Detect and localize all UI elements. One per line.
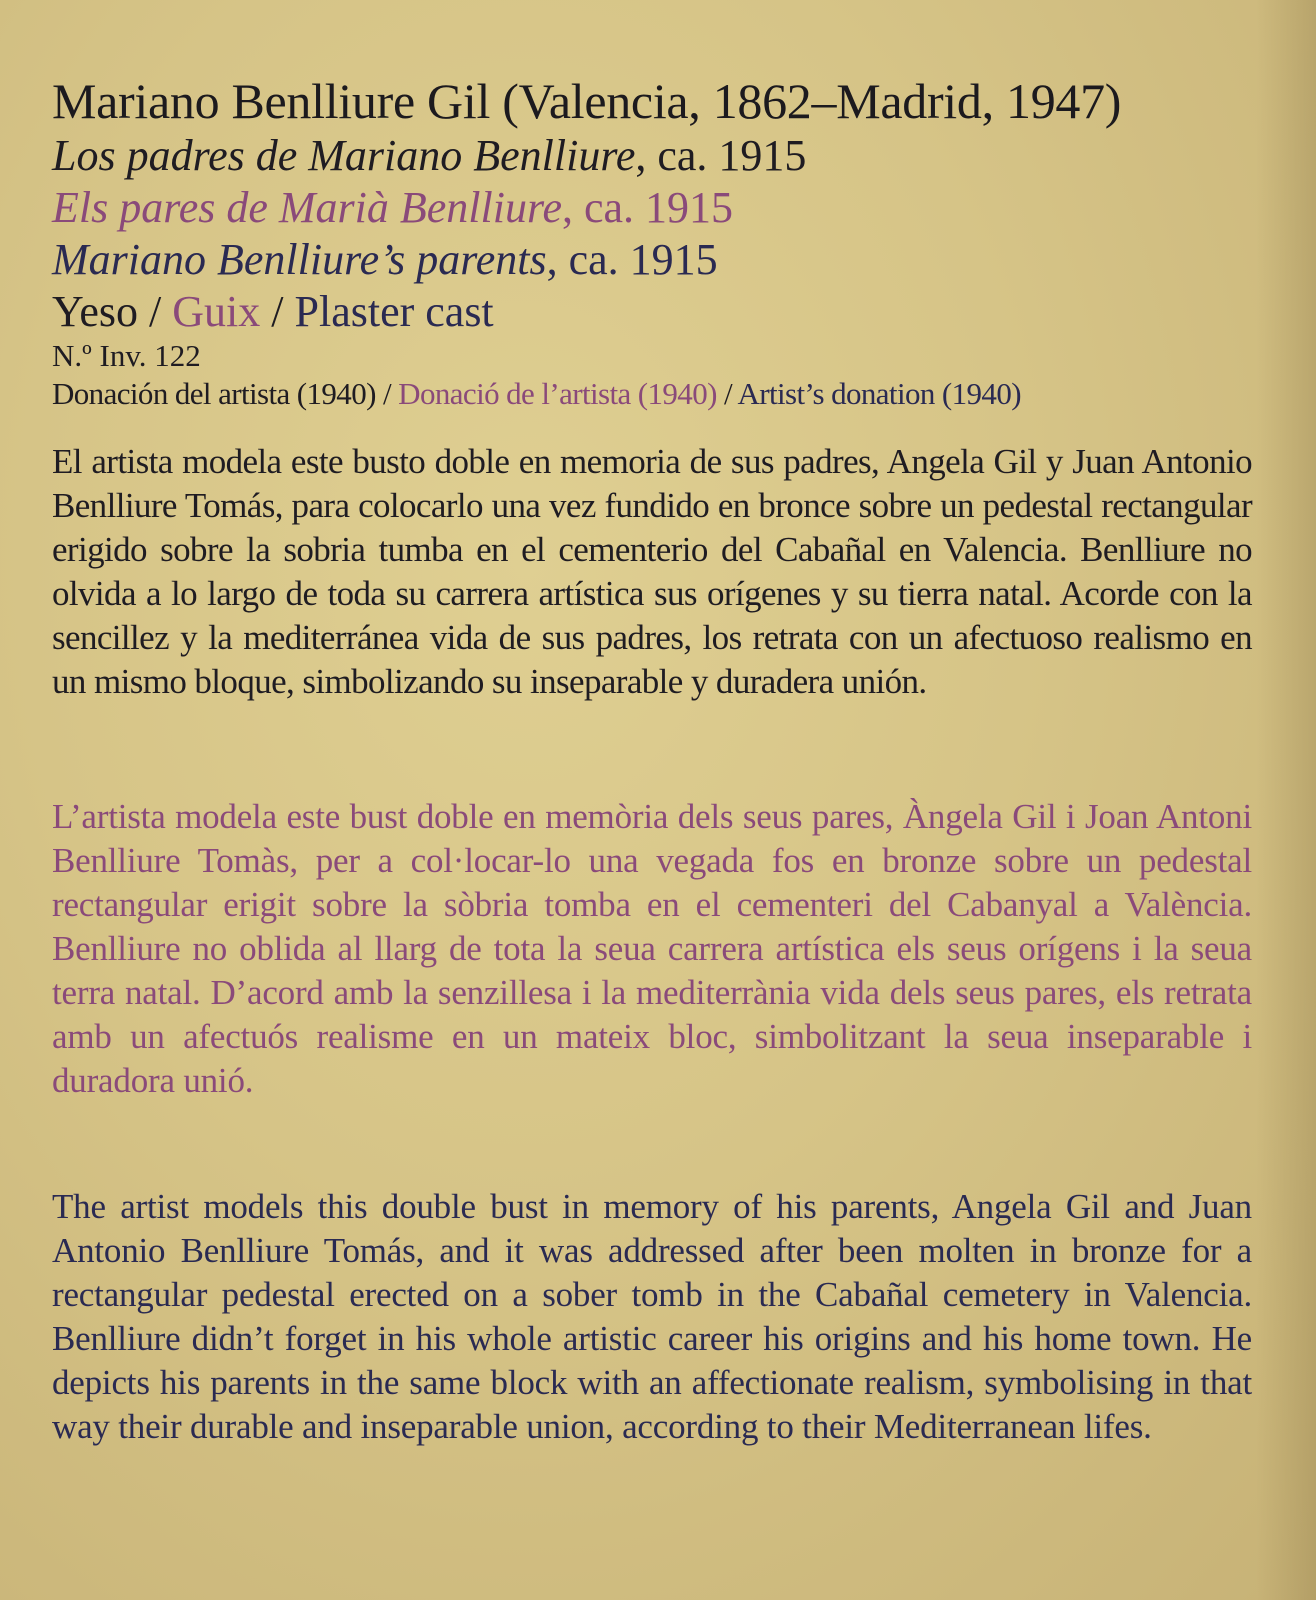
donation-line — [52, 374, 1282, 414]
title-catalan — [52, 182, 1282, 234]
title-english-text: Mariano Benlliure’s parents — [52, 235, 547, 284]
title-spanish-date: , ca. 1915 — [635, 131, 807, 180]
title-spanish-text: Los padres de Mariano Benlliure — [52, 131, 636, 180]
title-english-date: , ca. 1915 — [546, 235, 718, 284]
artist-name: Mariano Benlliure Gil (Valencia, 1862–Madrid, 1947) — [52, 73, 1122, 129]
description-english: The artist models this double bust in memory of his parents, Angela Gil and Juan Antonio Benlliure Tomás, and it was addressed after been molten in bronze for a rectangular pedestal erected on a sober tomb in the Cabañal cemetery in Valencia. Benlliure didn’t forget in his whole artistic career his origins and his home town. He depicts his parents in the same block with an affectionate realism, symbolising in that way their durable and inseparable union, according to their Mediterranean lifes. — [52, 1187, 1252, 1446]
material-line — [52, 286, 1282, 338]
donation-separator-1: / — [375, 376, 399, 411]
material-english: Plaster cast — [294, 287, 494, 336]
material-separator-1: / — [138, 287, 173, 336]
title-english — [52, 234, 1282, 286]
title-catalan-date: , ca. 1915 — [562, 183, 734, 232]
label-header — [52, 72, 1282, 414]
material-catalan: Guix — [172, 287, 261, 336]
material-spanish: Yeso — [52, 287, 139, 336]
description-catalan: L’artista modela este bust doble en memòria dels seus pares, Àngela Gil i Joan Antoni Benlliure Tomàs, per a col·locar-lo una vegada fos en bronze sobre un pedestal rectangular erigit sobre la sòbria tomba en el cementeri del Cabanyal a València. Benlliure no oblida al llarg de tota la seua carrera artística els seus orígens i la seua terra natal. D’acord amb la senzillesa i la mediterrània vida dels seus pares, els retrata amb un afectuós realisme en un mateix bloc, simbolitzant la seua inseparable i duradora unió. — [52, 797, 1252, 1100]
inventory-number: N.º Inv. 122 — [52, 338, 201, 373]
donation-separator-2: / — [716, 376, 738, 411]
donation-english: Artist’s donation (1940) — [737, 376, 1021, 411]
description-spanish: El artista modela este busto doble en memoria de sus padres, Angela Gil y Juan Antonio Benlliure Tomás, para colocarlo una vez fundido en bronce sobre un pedestal rectangular erigido sobre la sobria tumba en el cementerio del Cabañal en Valencia. Benlliure no olvida a lo largo de toda su carrera artística sus orígenes y su tierra natal. Acorde con la sencillez y la mediterránea vida de sus padres, los retrata con un afectuoso realismo en un mismo bloque, simbolizando su inseparable y duradera unión. — [52, 442, 1252, 701]
donation-spanish: Donación del artista (1940) — [52, 376, 376, 411]
donation-catalan: Donació de l’artista (1940) — [398, 376, 717, 411]
title-catalan-text: Els pares de Marià Benlliure — [52, 183, 562, 232]
title-spanish — [52, 130, 1282, 182]
material-separator-2: / — [260, 287, 295, 336]
